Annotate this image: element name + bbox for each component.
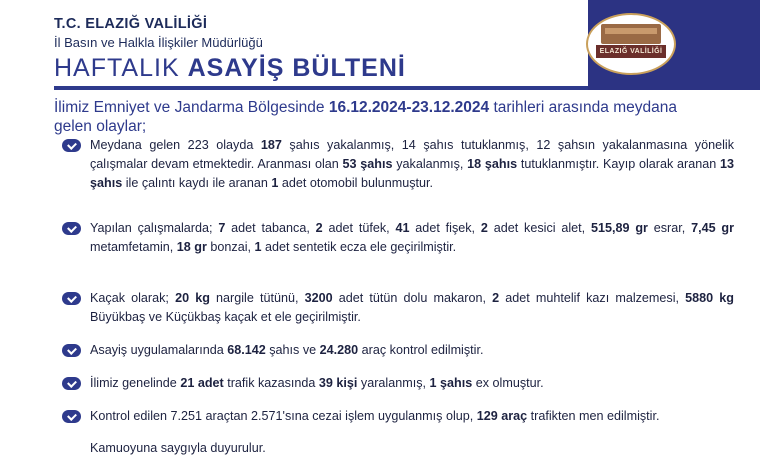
item-text: Asayiş uygulamalarında xyxy=(90,343,228,357)
checkmark-icon xyxy=(62,139,81,152)
item-bold: 41 xyxy=(395,221,410,235)
list-item xyxy=(54,289,734,327)
item-text: esrar, xyxy=(647,221,692,235)
item-bold: 18 gr xyxy=(176,240,207,254)
item-bold: 1 xyxy=(271,176,279,190)
item-bold: 39 kişi xyxy=(318,376,358,390)
bulletin-title-light: HAFTALIK xyxy=(54,54,180,82)
item-bold: 515,89 gr xyxy=(591,221,648,235)
logo-building-image xyxy=(601,24,661,44)
bulletin-title xyxy=(54,54,406,83)
list-item xyxy=(54,341,734,360)
item-text: nargile tütünü, xyxy=(209,291,305,305)
item-bold: 2 xyxy=(492,291,500,305)
item-text: Meydana gelen 223 olayda xyxy=(90,138,261,152)
item-text: şahıs yakalanmış, 14 şahıs tutuklanmış, 12 şahsın yakalanmasına yönelik çalışmalar devam etmektedir. Aranması olan xyxy=(90,138,734,171)
list-item xyxy=(54,374,734,393)
checkmark-icon xyxy=(62,292,81,305)
intro-text-end: tarihleri arasında meydana gelen olaylar; xyxy=(54,99,677,135)
item-text: şahıs ve xyxy=(265,343,320,357)
item-text: ex olmuştur. xyxy=(472,376,544,390)
department-name: İl Basın ve Halkla İlişkiler Müdürlüğü xyxy=(54,35,263,50)
list-item xyxy=(54,219,734,257)
item-bold: 129 araç xyxy=(476,409,528,423)
item-text: adet tütün dolu makaron, xyxy=(332,291,493,305)
header-rule xyxy=(54,86,588,90)
checkmark-icon xyxy=(62,377,81,390)
intro-text-start: İlimiz Emniyet ve Jandarma Bölgesinde xyxy=(54,99,325,116)
item-bold: 13 şahıs xyxy=(90,157,734,190)
item-text: adet sentetik ecza ele geçirilmiştir. xyxy=(261,240,457,254)
intro-date-range: 16.12.2024-23.12.2024 xyxy=(328,99,490,116)
item-text: Kaçak olarak; xyxy=(90,291,176,305)
list-item-text xyxy=(90,407,734,426)
governorship-logo xyxy=(586,13,676,75)
item-text: bonzai, xyxy=(206,240,255,254)
item-bold: 7,45 gr xyxy=(691,221,735,235)
item-text: Yapılan çalışmalarda; xyxy=(90,221,219,235)
item-bold: 3200 xyxy=(304,291,333,305)
item-text: adet otomobil bulunmuştur. xyxy=(278,176,434,190)
item-bold: 7 xyxy=(218,221,226,235)
item-text: adet tüfek, xyxy=(322,221,396,235)
checkmark-icon xyxy=(62,344,81,357)
item-bold: 18 şahıs xyxy=(467,157,518,171)
item-text: adet fişek, xyxy=(409,221,481,235)
intro-paragraph xyxy=(54,98,714,136)
item-bold: 187 xyxy=(260,138,282,152)
list-item-text xyxy=(90,289,734,327)
item-bold: 2 xyxy=(480,221,488,235)
item-bold: 20 kg xyxy=(175,291,210,305)
item-bold: 21 adet xyxy=(180,376,224,390)
logo-text: ELAZIĞ VALİLİĞİ xyxy=(596,45,666,58)
item-text: yakalanmış, xyxy=(392,157,468,171)
item-text: tutuklanmıştır. Kayıp olarak aranan xyxy=(517,157,720,171)
list-item-text xyxy=(90,341,734,360)
item-text: araç kontrol edilmiştir. xyxy=(358,343,484,357)
item-text: Büyükbaş ve Küçükbaş kaçak et ele geçirilmiştir. xyxy=(90,310,361,324)
list-item-text xyxy=(90,219,734,257)
item-text: adet kesici alet, xyxy=(487,221,591,235)
bulletin-title-bold: ASAYİŞ BÜLTENİ xyxy=(187,54,406,82)
list-item xyxy=(54,407,734,426)
item-text: trafik kazasında xyxy=(223,376,319,390)
item-bold: 5880 kg xyxy=(685,291,734,305)
item-text: adet muhtelif kazı malzemesi, xyxy=(499,291,686,305)
item-text: yaralanmış, xyxy=(357,376,430,390)
item-text: adet tabanca, xyxy=(225,221,316,235)
item-text: Kontrol edilen 7.251 araçtan 2.571'sına cezai işlem uygulanmış olup, xyxy=(90,409,477,423)
item-bold: 2 xyxy=(315,221,323,235)
item-bold: 53 şahıs xyxy=(342,157,393,171)
item-bold: 1 şahıs xyxy=(429,376,473,390)
closing-text: Kamuoyuna saygıyla duyurulur. xyxy=(90,441,266,455)
list-item-text xyxy=(90,136,734,193)
item-bold: 1 xyxy=(254,240,262,254)
list-item xyxy=(54,136,734,193)
org-name: T.C. ELAZIĞ VALİLİĞİ xyxy=(54,16,208,32)
item-text: İlimiz genelinde xyxy=(90,376,181,390)
item-bold: 24.280 xyxy=(319,343,359,357)
item-text: metamfetamin, xyxy=(90,240,177,254)
item-text: trafikten men edilmiştir. xyxy=(527,409,660,423)
list-item-text xyxy=(90,374,734,393)
checkmark-icon xyxy=(62,222,81,235)
item-text: ile çalıntı kaydı ile aranan xyxy=(122,176,272,190)
checkmark-icon xyxy=(62,410,81,423)
item-bold: 68.142 xyxy=(227,343,266,357)
